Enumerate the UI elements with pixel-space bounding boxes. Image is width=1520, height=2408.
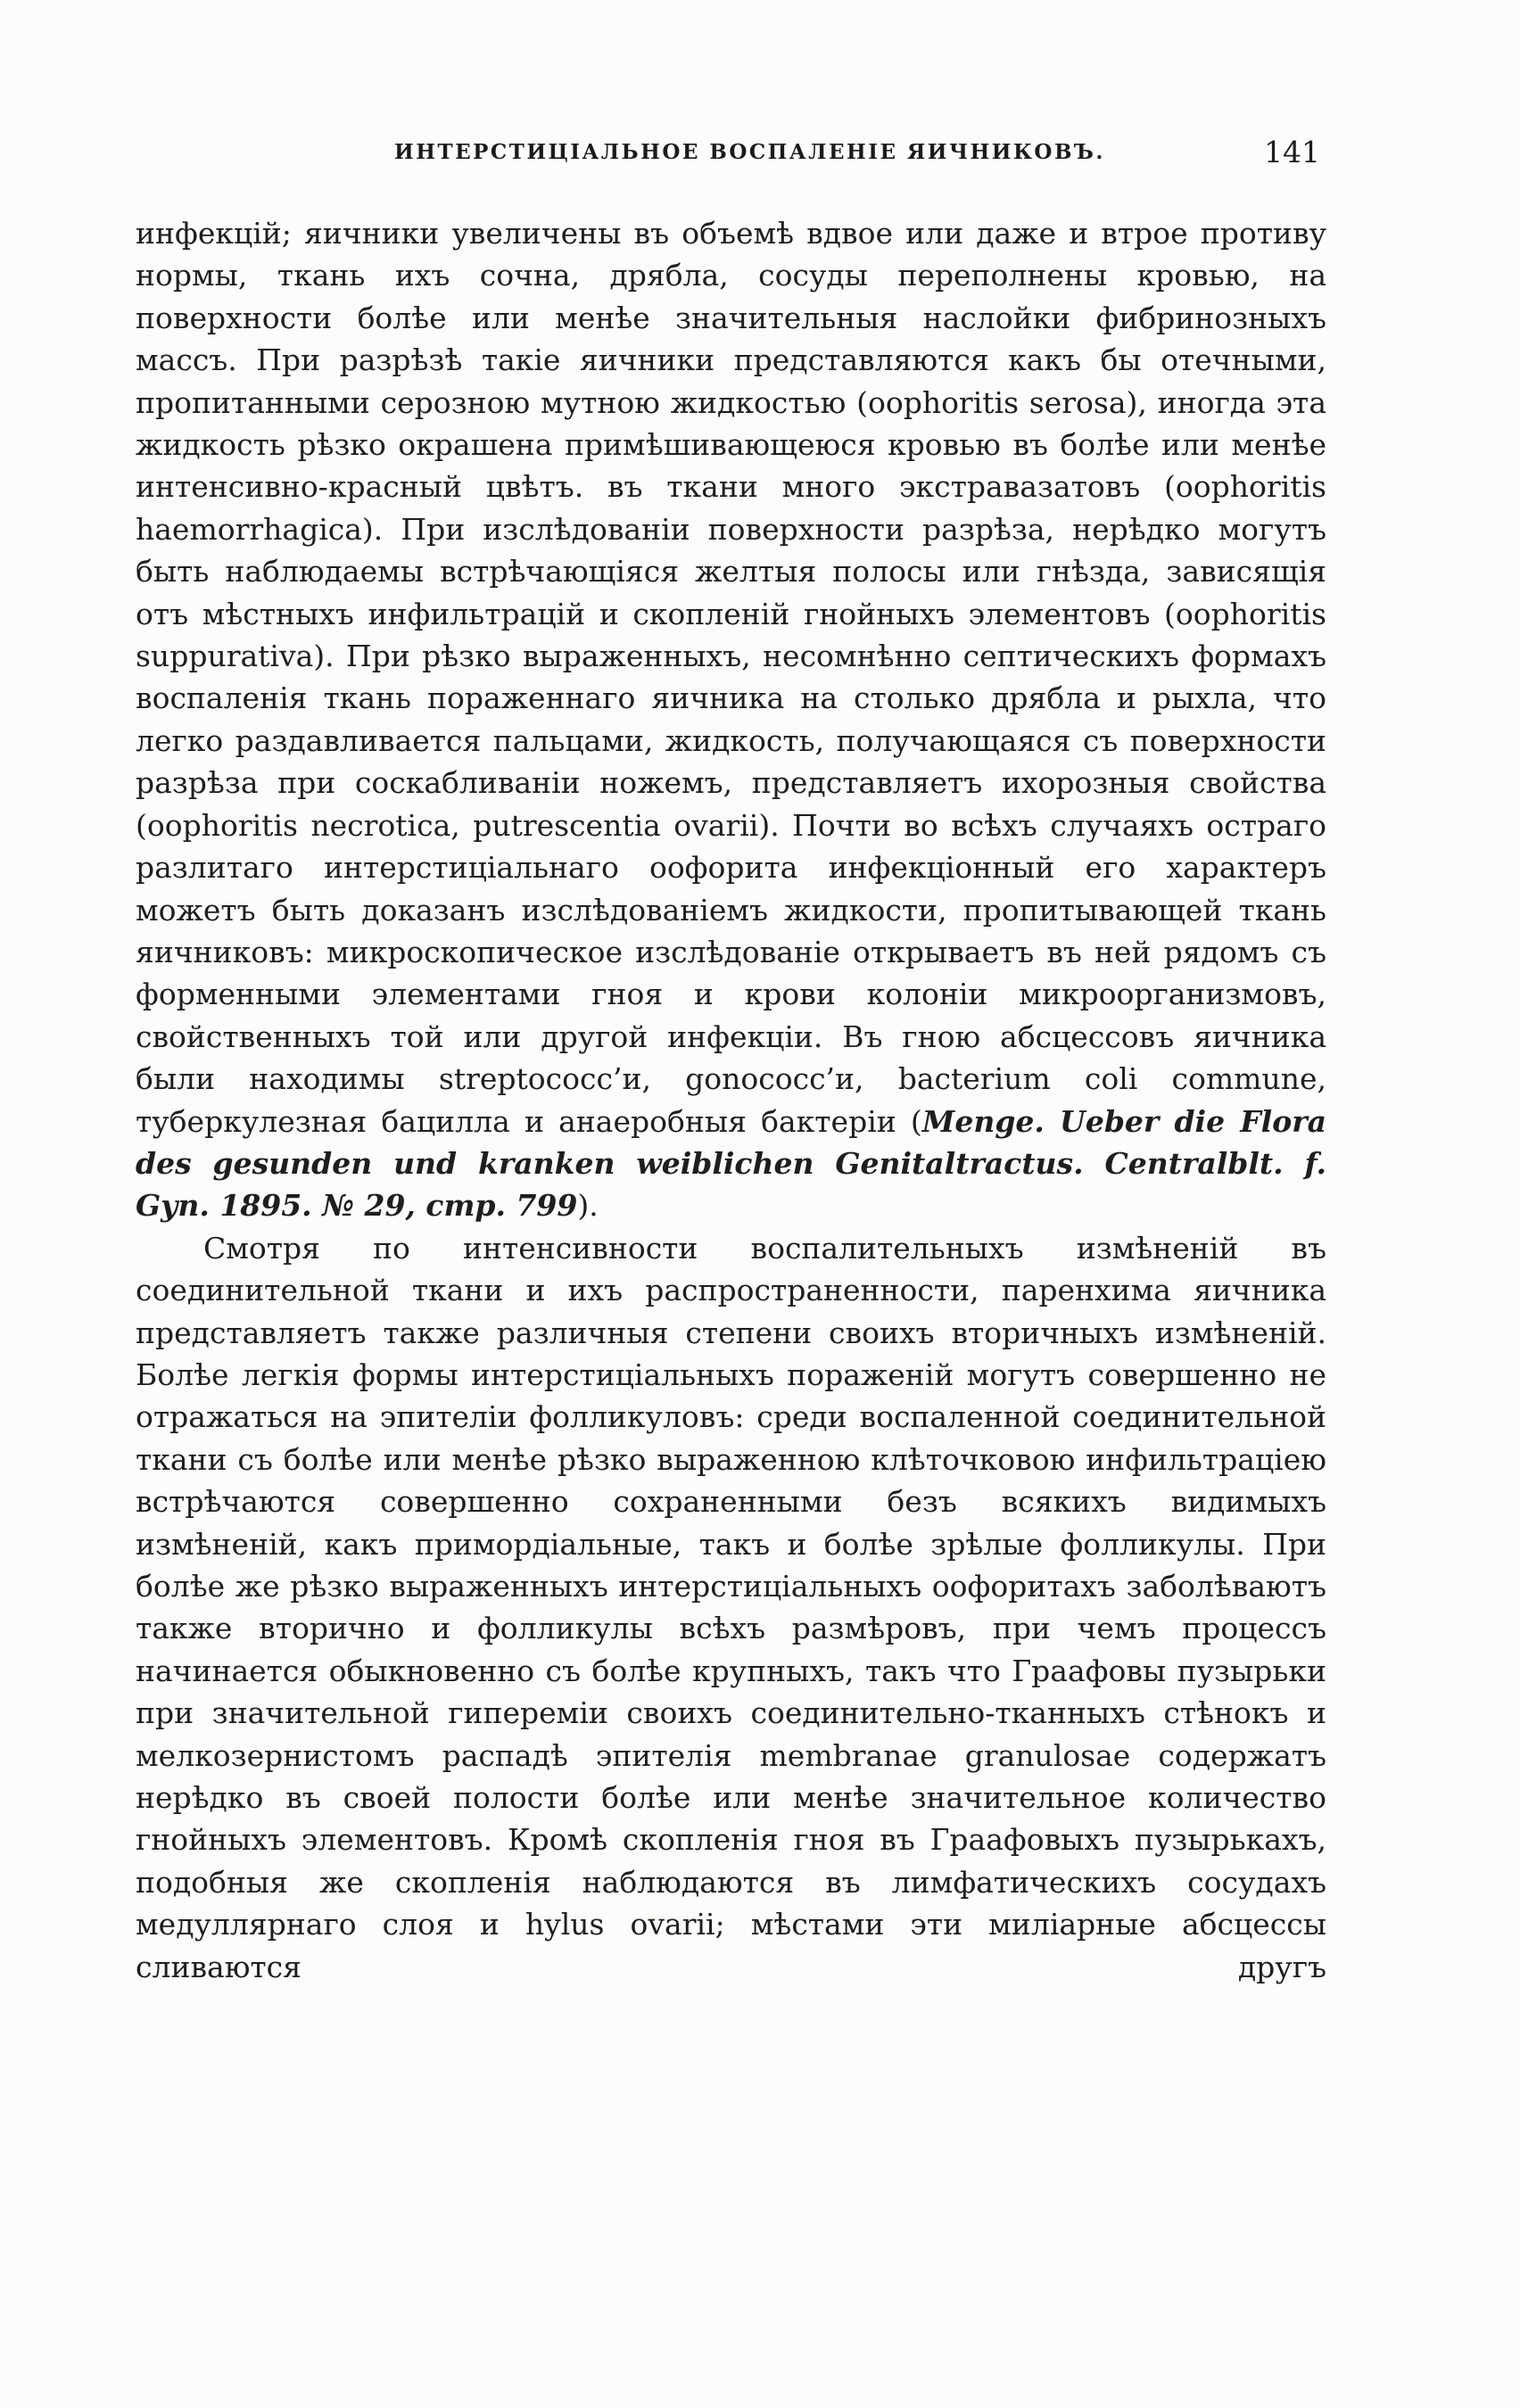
page-number: 141 [1264, 135, 1320, 169]
running-header [134, 132, 1320, 173]
paragraph-text: инфекцій; яичники увеличены въ объемѣ вдвое или даже и втрое противу нормы, ткань ихъ сочна, дрябла, сосуды переполнены кровью, на поверхности болѣе или менѣе значительныя наслойки фибринозныхъ массъ. При разрѣзѣ такіе яичники представляются какъ бы отечными, пропитанными серозною мутною жидкостью (oophoritis serosa), иногда эта жидкость рѣзко окрашена примѣшивающеюся кровью въ болѣе или менѣе интенсивно-красный цвѣтъ. въ ткани много экстравазатовъ (oophoritis haemorrhagica). При изслѣдованіи поверхности разрѣза, нерѣдко могутъ быть наблюдаемы встрѣчающіяся желтыя полосы или гнѣзда, зависящія отъ мѣстныхъ инфильтрацій и скопленій гнойныхъ элементовъ (oophoritis suppurativa). При рѣзко выраженныхъ, несомнѣнно септическихъ формахъ воспаленія ткань пораженнаго яичника на столько дрябла и рыхла, что легко раздавливается пальцами, жидкость, получающаяся съ поверхности разрѣза при соскабливаніи ножемъ, представляетъ ихорозныя свойства (oophoritis necrotica, putrescentia ovarii). Почти во всѣхъ случаяхъ остраго разлитаго интерстиціальнаго оофорита инфекціонный его характеръ можетъ быть доказанъ изслѣдованіемъ жидкости, пропитывающей ткань яичниковъ: микроскопическое изслѣдованіе открываетъ въ ней рядомъ съ форменными элементами гноя и крови колоніи микроорганизмовъ, свойственныхъ той или другой инфекціи. Въ гною абсцессовъ яичника были находимы streptococc’и, gonococc’и, bacterium coli commune, туберкулезная бацилла и анаеробныя бактеріи ( [136, 216, 1326, 1139]
body-text [136, 212, 1326, 1988]
paragraph-text-end: ). [577, 1188, 599, 1224]
running-title: ИНТЕРСТИЦІАЛЬНОЕ ВОСПАЛЕНІЕ ЯИЧНИКОВЪ. [394, 140, 1105, 164]
citation-reference: Menge. Ueber die Flora des gesunden und kranken weiblichen Genitaltractus. Centralblt. f. Gyn. 1895. № 29, стр. 799 [136, 1103, 1326, 1224]
paragraph: Смотря по интенсивности воспалительныхъ измѣненій въ соединительной ткани и ихъ распространенности, паренхима яичника представляетъ также различныя степени своихъ вторичныхъ измѣненій. Болѣе легкія формы интерстиціальныхъ пораженій могутъ совершенно не отражаться на эпителіи фолликуловъ: среди воспаленной соединительной ткани съ болѣе или менѣе рѣзко выраженною клѣточковою инфильтраціею встрѣчаются совершенно сохраненными безъ всякихъ видимыхъ измѣненій, какъ примордіальные, такъ и болѣе зрѣлые фолликулы. При болѣе же рѣзко выраженныхъ интерстиціальныхъ оофоритахъ заболѣваютъ также вторично и фолликулы всѣхъ размѣровъ, при чемъ процессъ начинается обыкновенно съ болѣе крупныхъ, такъ что Граафовы пузырьки при значительной гипереміи своихъ соединительно-тканныхъ стѣнокъ и мелкозернистомъ распадѣ эпителія membranae granulosae содержатъ нерѣдко въ своей полости болѣе или менѣе значительное количество гнойныхъ элементовъ. Кромѣ скопленія гноя въ Граафовыхъ пузырькахъ, подобныя же скопленія наблюдаются въ лимфатическихъ сосудахъ медуллярнаго слоя и hylus ovarii; мѣстами эти миліарные абсцессы сливаются другъ [136, 1230, 1326, 1984]
paragraph-continued [136, 212, 1326, 1227]
